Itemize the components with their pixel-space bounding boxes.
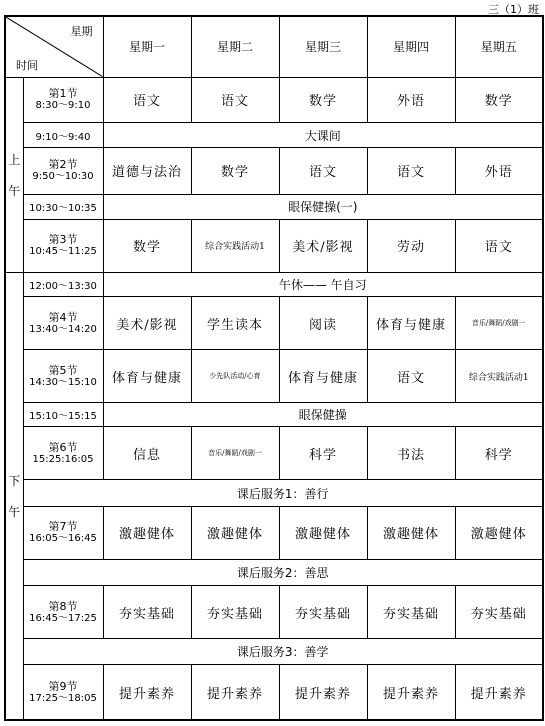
service-label: 课后服务1：善行 xyxy=(23,480,543,506)
break-row xyxy=(5,194,543,219)
break-row xyxy=(5,272,543,296)
subject-cell: 语文 xyxy=(455,219,543,272)
service-row xyxy=(5,638,543,664)
day-header: 星期五 xyxy=(455,16,543,77)
break-time: 15:10～15:15 xyxy=(23,403,103,427)
subject-cell: 语文 xyxy=(367,147,455,194)
period-time: 13:40～14:20 xyxy=(29,323,97,335)
period-name: 第9节 xyxy=(48,679,78,693)
subject-cell: 激趣健体 xyxy=(279,506,367,559)
period-row xyxy=(5,586,543,639)
subject-cell: 语文 xyxy=(103,77,191,123)
half-char: 下 xyxy=(8,473,21,488)
period-time: 17:25～18:05 xyxy=(29,692,97,704)
period-row xyxy=(5,77,543,123)
period-row xyxy=(5,665,543,720)
subject-cell: 提升素养 xyxy=(103,665,191,720)
period-name: 第4节 xyxy=(48,310,78,324)
period-name: 第7节 xyxy=(48,520,78,534)
morning-label xyxy=(5,77,23,272)
period-cell xyxy=(23,665,103,720)
service-label: 课后服务2：善思 xyxy=(23,559,543,585)
subject-cell: 音乐/舞蹈/戏剧一 xyxy=(191,427,279,480)
break-time: 9:10～9:40 xyxy=(23,123,103,147)
subject-cell: 激趣健体 xyxy=(455,506,543,559)
period-cell xyxy=(23,586,103,639)
subject-cell: 夯实基础 xyxy=(455,586,543,639)
period-row xyxy=(5,427,543,480)
period-name: 第8节 xyxy=(48,599,78,613)
subject-cell: 数学 xyxy=(455,77,543,123)
period-row xyxy=(5,297,543,350)
period-cell xyxy=(23,427,103,480)
timetable xyxy=(4,15,544,721)
half-char: 午 xyxy=(8,504,21,519)
service-label: 课后服务3：善学 xyxy=(23,638,543,664)
period-cell xyxy=(23,297,103,350)
period-time: 15:25:16:05 xyxy=(32,453,94,465)
day-header: 星期一 xyxy=(103,16,191,77)
period-cell xyxy=(23,77,103,123)
subject-cell: 激趣健体 xyxy=(103,506,191,559)
break-time: 12:00～13:30 xyxy=(23,272,103,296)
subject-cell: 科学 xyxy=(455,427,543,480)
subject-cell: 外语 xyxy=(455,147,543,194)
subject-cell: 提升素养 xyxy=(279,665,367,720)
subject-cell: 夯实基础 xyxy=(367,586,455,639)
break-row xyxy=(5,403,543,427)
day-header: 星期二 xyxy=(191,16,279,77)
subject-cell: 语文 xyxy=(191,77,279,123)
subject-cell: 激趣健体 xyxy=(191,506,279,559)
subject-cell: 体育与健康 xyxy=(279,350,367,403)
subject-cell: 音乐/舞蹈/戏剧一 xyxy=(455,297,543,350)
subject-cell: 科学 xyxy=(279,427,367,480)
subject-cell: 劳动 xyxy=(367,219,455,272)
period-time: 14:30～15:10 xyxy=(29,376,97,388)
period-cell xyxy=(23,506,103,559)
period-cell xyxy=(23,350,103,403)
day-header: 星期四 xyxy=(367,16,455,77)
period-row xyxy=(5,147,543,194)
subject-cell: 学生读本 xyxy=(191,297,279,350)
class-label: 三（1）班 xyxy=(488,3,539,16)
subject-cell: 少先队活动/心育 xyxy=(191,350,279,403)
subject-cell: 数学 xyxy=(279,77,367,123)
subject-cell: 综合实践活动1 xyxy=(191,219,279,272)
period-row xyxy=(5,506,543,559)
service-row xyxy=(5,480,543,506)
subject-cell: 外语 xyxy=(367,77,455,123)
subject-cell: 美术/影视 xyxy=(103,297,191,350)
subject-cell: 书法 xyxy=(367,427,455,480)
subject-cell: 提升素养 xyxy=(455,665,543,720)
half-char: 午 xyxy=(8,183,21,198)
period-name: 第2节 xyxy=(48,158,78,172)
period-name: 第5节 xyxy=(48,363,78,377)
half-char: 上 xyxy=(8,152,21,167)
subject-cell: 提升素养 xyxy=(191,665,279,720)
break-label: 眼保健操 xyxy=(103,403,543,427)
subject-cell: 道德与法治 xyxy=(103,147,191,194)
break-label: 大课间 xyxy=(103,123,543,147)
subject-cell: 体育与健康 xyxy=(103,350,191,403)
period-time: 9:50～10:30 xyxy=(32,171,94,183)
subject-cell: 提升素养 xyxy=(367,665,455,720)
break-label: 眼保健操(一) xyxy=(103,194,543,219)
period-time: 16:05～16:45 xyxy=(29,533,97,545)
break-row xyxy=(5,123,543,147)
header-row xyxy=(5,16,543,77)
day-header: 星期三 xyxy=(279,16,367,77)
period-row xyxy=(5,219,543,272)
subject-cell: 夯实基础 xyxy=(279,586,367,639)
period-time: 10:45～11:25 xyxy=(29,246,97,258)
corner-cell xyxy=(5,16,103,77)
period-row xyxy=(5,350,543,403)
break-label: 午休—— 午自习 xyxy=(103,272,543,296)
subject-cell: 夯实基础 xyxy=(191,586,279,639)
period-name: 第6节 xyxy=(48,440,78,454)
period-name: 第3节 xyxy=(48,233,78,247)
service-row xyxy=(5,559,543,585)
subject-cell: 美术/影视 xyxy=(279,219,367,272)
subject-cell: 语文 xyxy=(367,350,455,403)
subject-cell: 阅读 xyxy=(279,297,367,350)
subject-cell: 数学 xyxy=(103,219,191,272)
break-time: 10:30～10:35 xyxy=(23,194,103,219)
afternoon-label xyxy=(5,272,23,720)
weekday-label: 星期 xyxy=(70,25,93,38)
period-time: 8:30～9:10 xyxy=(35,100,91,112)
subject-cell: 综合实践活动1 xyxy=(455,350,543,403)
period-cell xyxy=(23,147,103,194)
period-name: 第1节 xyxy=(48,87,78,101)
time-label: 时间 xyxy=(16,58,38,72)
period-time: 16:45～17:25 xyxy=(29,612,97,624)
subject-cell: 数学 xyxy=(191,147,279,194)
subject-cell: 激趣健体 xyxy=(367,506,455,559)
subject-cell: 信息 xyxy=(103,427,191,480)
subject-cell: 语文 xyxy=(279,147,367,194)
period-cell xyxy=(23,219,103,272)
subject-cell: 体育与健康 xyxy=(367,297,455,350)
subject-cell: 夯实基础 xyxy=(103,586,191,639)
